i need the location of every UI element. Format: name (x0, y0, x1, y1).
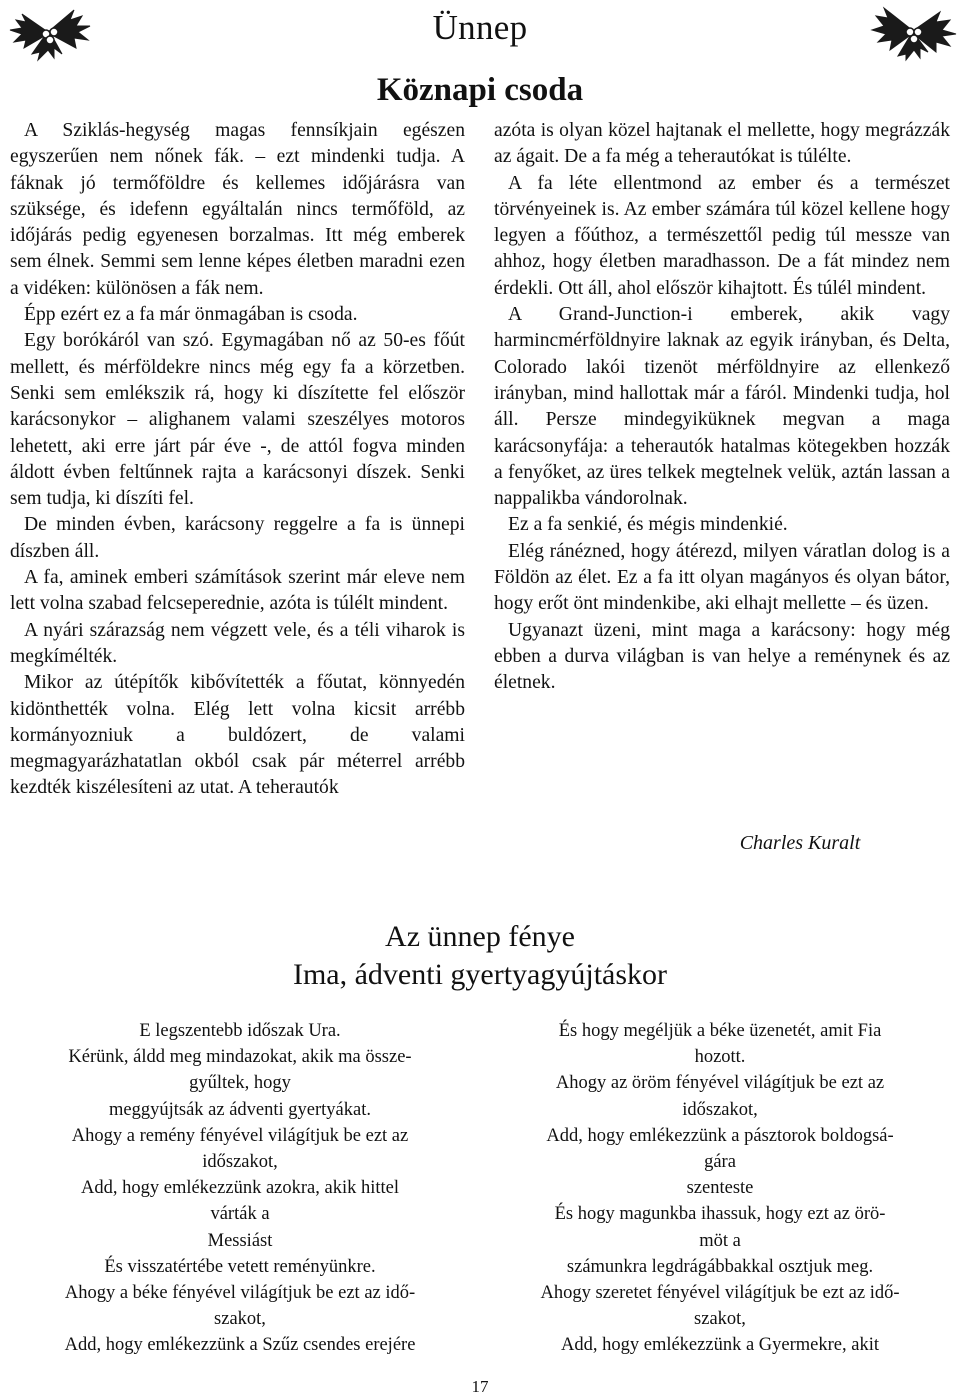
paragraph: Ez a fa senkié, és mégis mindenkié. (508, 514, 788, 536)
second-article-subtitle: Ima, ádventi gyertyagyújtáskor (292, 958, 668, 991)
paragraph: Elég ránézned, hogy átérezd, milyen váratlan dolog is a Földön az élet. Ez a fa itt olyan magányos és olyan bátor, hogy erőt önt mindenkibe, aki elhajt mellette – és üzen. (494, 540, 950, 615)
paragraph: A fa léte ellentmond az ember és a természet törvényeinek is. Az ember számára túl közel kellene hogy legyen a főúthoz, a természettől pedig túl messze van ahhoz, hogy életben maradhasson. De a fát mindez nem érdekli. Ott áll, ahol először kihajtott. És túlél mindent. (494, 172, 950, 299)
prayer-line: És hogy megéljük a béke üzenetét, amit Fia (558, 1021, 882, 1041)
prayer-line: möt a (699, 1230, 741, 1251)
page-number: 17 (471, 1377, 489, 1396)
prayer-line: szakot, (214, 1309, 266, 1330)
prayer-line: Add, hogy emlékezzünk azokra, akik hittel (81, 1178, 399, 1199)
prayer-line: szakot, (694, 1309, 746, 1330)
paragraph: A nyári szárazság nem végzett vele, és a téli viharok is megkímélték. (10, 619, 465, 667)
prayer-line: várták a (210, 1204, 270, 1225)
paragraph: Egy borókáról van szó. Egymagában nő az 50-es főút mellett, és mérföldekre nincs még egy fa a körzetben. Senki sem emlékszik rá, hogy ki díszítette fel először karácsonykor – alighanem valami szeszélyes motoros lehetett, aki erre járt pár éve -, de attól fogva minden áldott évben feltűnnek rajta a karácsonyi díszek. Senki sem tudja, ki díszíti fel. (10, 330, 465, 510)
prayer-line: Ahogy a remény fényével világítjuk be ezt az (71, 1125, 409, 1146)
prayer-right-column (490, 1018, 950, 1359)
prayer-line: szenteste (686, 1178, 754, 1199)
prayer-line: Add, hogy emlékezzünk a Gyermekre, akit (561, 1335, 879, 1356)
prayer-line: gyűltek, hogy (189, 1073, 291, 1094)
article-title: Köznapi csoda (376, 72, 584, 108)
prayer-line: E legszentebb időszak Ura. (139, 1021, 341, 1041)
second-article-title: Az ünnep fénye (385, 920, 575, 953)
article-left-column (10, 118, 465, 802)
prayer-line: számunkra legdrágábbakkal osztjuk meg. (566, 1256, 874, 1277)
prayer-line: Kérünk, áldd meg mindazokat, akik ma össze- (68, 1047, 412, 1068)
paragraph: A Grand-Junction-i emberek, akik vagy harmincmérföldnyire laknak az egyik irányban, és Delta, Colorado lakói tizenöt mérföldnyire az ellenkező irányban, mind hallottak már a fáról. Mindenki tudja, hol áll. Persze mindegyiküknek megvan a maga karácsonyfája: a teherautók hatalmas kötegekben hozzák a fenyőket, az üres telkek megtelnek velük, aztán lassan a nappalikba vándorolnak. (494, 304, 950, 510)
article-right-column (494, 118, 950, 697)
prayer-line: időszakot, (682, 1099, 758, 1120)
paragraph: De minden évben, karácsony reggelre a fa is ünnepi díszben áll. (10, 514, 465, 562)
prayer-line: meggyújtsák az ádventi gyertyákat. (109, 1099, 371, 1120)
prayer-line: Messiást (207, 1230, 273, 1251)
paragraph: azóta is olyan közel hajtanak el mellette, hogy megrázzák az ágait. De a fa még a teherautókat is túlélte. (494, 120, 950, 168)
paragraph: Ugyanazt üzeni, mint maga a karácsony: hogy még ebben a durva világban is van helye a reménynek és az életnek. (494, 619, 950, 694)
paragraph: Mikor az útépítők kibővítették a főutat, könnyedén kidönthették volna. Elég lett volna kicsit arrébb kormányozniuk a buldózert, de valami megmagyarázhatatlan okból csak pár méterrel arrébb kezdték kiszélesíteni az utat. A teherautók (10, 672, 465, 799)
paragraph: A Sziklás-hegység magas fennsíkjain egészen egyszerűen nem nőnek fák. – ezt mindenki tudja. A fáknak jó termőföldre és kellemes időjárásra van szüksége, és idefenn egyáltalán nincs termőföld, az időjárás pedig egyenesen borzalmas. Itt még emberek sem élnek. Semmi sem lenne képes életben maradni ezen a vidéken: különösen a fák nem. (10, 120, 465, 299)
prayer-line: hozott. (694, 1047, 746, 1068)
prayer-line: Add, hogy emlékezzünk a Szűz csendes erejére (64, 1335, 416, 1356)
prayer-line: Ahogy szeretet fényével világítjuk be ezt az idő- (540, 1283, 900, 1304)
prayer-line: Ahogy a béke fényével világítjuk be ezt az idő- (64, 1283, 416, 1304)
prayer-line: És visszatértébe vetett reményünkre. (104, 1256, 376, 1277)
prayer-line: időszakot, (202, 1152, 278, 1173)
prayer-line: gára (704, 1152, 736, 1173)
paragraph: Épp ezért ez a fa már önmagában is csoda. (24, 304, 358, 326)
section-heading: Ünnep (432, 8, 528, 47)
prayer-left-column (10, 1018, 470, 1359)
paragraph: A fa, aminek emberi számítások szerint már eleve nem lett volna szabad felcseperednie, azóta is túlélt mindent. (10, 567, 465, 615)
prayer-line: És hogy magunkba ihassuk, hogy ezt az örö- (554, 1204, 886, 1225)
prayer-line: Add, hogy emlékezzünk a pásztorok boldogsá- (546, 1125, 894, 1146)
article-author: Charles Kuralt (739, 832, 861, 854)
prayer-line: Ahogy az öröm fényével világítjuk be ezt az (555, 1073, 885, 1094)
